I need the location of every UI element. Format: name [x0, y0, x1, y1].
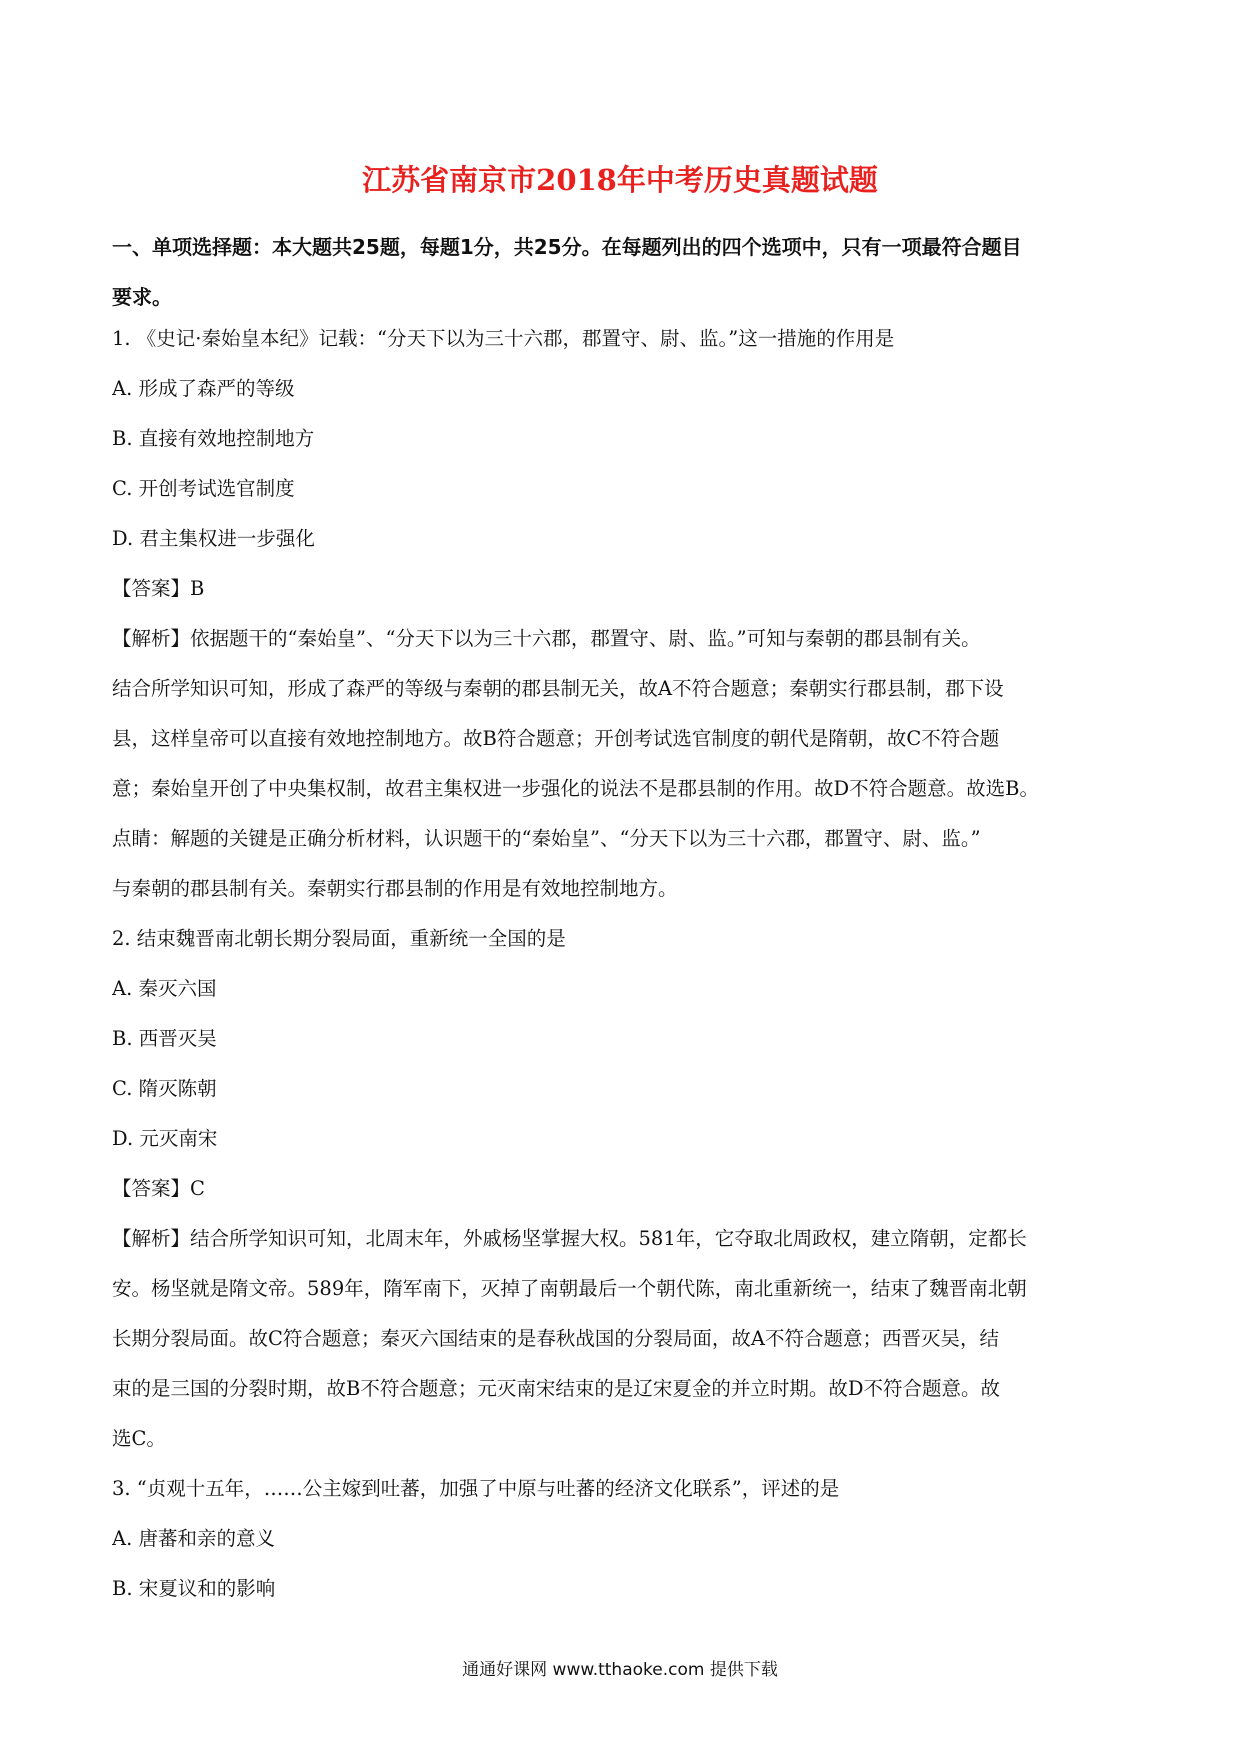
q1-stem: 1. 《史记·秦始皇本纪》记载：“分天下以为三十六郡，郡置守、尉、监。”这一措施的作用是 [112, 327, 895, 350]
page-footer: 通通好课网 www.tthaoke.com 提供下载 [462, 1660, 778, 1680]
q2-option-d: D. 元灭南宋 [112, 1127, 218, 1150]
q1-analysis-line: 县，这样皇帝可以直接有效地控制地方。故B符合题意；开创考试选官制度的朝代是隋朝，故C不符合题 [112, 727, 1000, 750]
q2-option-c: C. 隋灭陈朝 [112, 1077, 217, 1100]
q1-option-a: A. 形成了森严的等级 [112, 377, 295, 400]
q2-analysis-line: 【解析】结合所学知识可知，北周末年，外戚杨坚掌握大权。581年，它夺取北周政权，建立隋朝，定都长 [112, 1227, 1027, 1250]
q2-answer: 【答案】C [112, 1177, 205, 1200]
q2-analysis-line: 安。杨坚就是隋文帝。589年，隋军南下，灭掉了南朝最后一个朝代陈，南北重新统一，结束了魏晋南北朝 [112, 1277, 1027, 1300]
document-body [112, 314, 1132, 1614]
q1-analysis-line: 【解析】依据题干的“秦始皇”、“分天下以为三十六郡，郡置守、尉、监。”可知与秦朝的郡县制有关。 [112, 627, 981, 650]
q2-analysis-line: 选C。 [112, 1427, 166, 1450]
q1-tip-line: 与秦朝的郡县制有关。秦朝实行郡县制的作用是有效地控制地方。 [112, 877, 678, 900]
q1-option-d: D. 君主集权进一步强化 [112, 527, 315, 550]
q1-answer: 【答案】B [112, 577, 205, 600]
document-title: 江苏省南京市2018年中考历史真题试题 [362, 163, 878, 197]
q3-stem: 3. “贞观十五年，……公主嫁到吐蕃，加强了中原与吐蕃的经济文化联系”，评述的是 [112, 1477, 840, 1500]
q2-analysis-line: 束的是三国的分裂时期，故B不符合题意；元灭南宋结束的是辽宋夏金的并立时期。故D不符合题意。故 [112, 1377, 1000, 1400]
q1-analysis-line: 结合所学知识可知，形成了森严的等级与秦朝的郡县制无关，故A不符合题意；秦朝实行郡县制，郡下设 [112, 677, 1004, 700]
q3-option-b: B. 宋夏议和的影响 [112, 1577, 276, 1600]
q2-option-a: A. 秦灭六国 [112, 977, 217, 1000]
q2-stem: 2. 结束魏晋南北朝长期分裂局面，重新统一全国的是 [112, 927, 566, 950]
q1-tip-line: 点睛：解题的关键是正确分析材料，认识题干的“秦始皇”、“分天下以为三十六郡，郡置守、尉、监。” [112, 827, 981, 850]
q1-analysis-line: 意；秦始皇开创了中央集权制，故君主集权进一步强化的说法不是郡县制的作用。故D不符合题意。故选B。 [112, 777, 1039, 800]
q2-option-b: B. 西晋灭吴 [112, 1027, 217, 1050]
section-heading [112, 222, 1128, 322]
section-heading-line-1: 一、单项选择题：本大题共25题，每题1分，共25分。在每题列出的四个选项中，只有一项最符合题目 [112, 235, 1022, 259]
q1-option-c: C. 开创考试选官制度 [112, 477, 295, 500]
section-heading-line-2: 要求。 [112, 285, 172, 309]
q3-option-a: A. 唐蕃和亲的意义 [112, 1527, 275, 1550]
q1-option-b: B. 直接有效地控制地方 [112, 427, 315, 450]
q2-analysis-line: 长期分裂局面。故C符合题意；秦灭六国结束的是春秋战国的分裂局面，故A不符合题意；西晋灭吴，结 [112, 1327, 1000, 1350]
